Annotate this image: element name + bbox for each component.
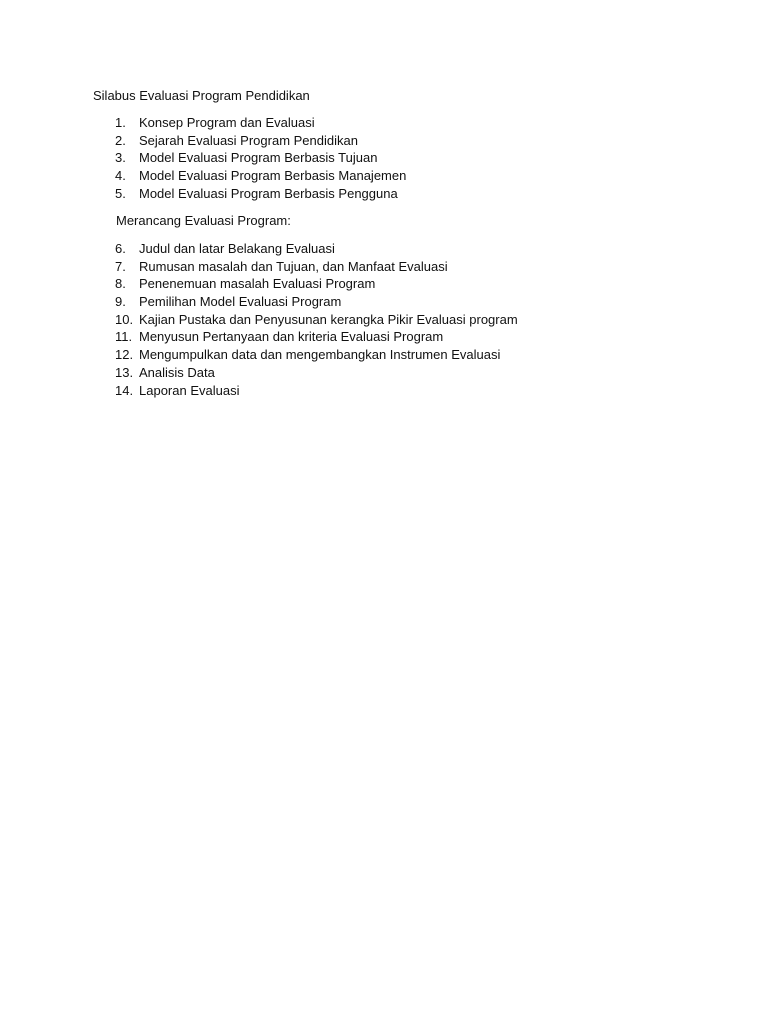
list-item-number: 11. <box>115 329 133 345</box>
list-item-text: Model Evaluasi Program Berbasis Tujuan <box>139 150 378 166</box>
list-item-number: 1. <box>115 115 126 130</box>
document-title: Silabus Evaluasi Program Pendidikan <box>93 88 310 103</box>
list-item-text: Pemilihan Model Evaluasi Program <box>139 294 342 310</box>
list-item-text: Konsep Program dan Evaluasi <box>139 115 315 130</box>
list-item-number: 4. <box>115 168 126 184</box>
list-item-number: 7. <box>115 258 126 274</box>
section-heading: Merancang Evaluasi Program: <box>116 213 291 228</box>
list-item-number: 6. <box>115 241 126 256</box>
list-item-number: 3. <box>115 150 126 166</box>
list-item-text: Menyusun Pertanyaan dan kriteria Evaluasi Program <box>139 329 444 345</box>
list-item-text: Judul dan latar Belakang Evaluasi <box>139 241 335 256</box>
list-item-number: 13. <box>115 364 134 380</box>
list-item-text: Penenemuan masalah Evaluasi Program <box>139 276 376 292</box>
list-item-number: 2. <box>115 132 126 148</box>
list-item-text: Analisis Data <box>139 364 215 380</box>
list-item-text: Laporan Evaluasi <box>139 382 240 398</box>
list-item-text: Kajian Pustaka dan Penyusunan kerangka Pikir Evaluasi program <box>139 311 518 327</box>
list-item-number: 10. <box>115 311 134 327</box>
list-item-number: 14. <box>115 382 134 398</box>
list-item-number: 5. <box>115 185 126 201</box>
list-item-number: 12. <box>115 347 134 363</box>
list-item-text: Sejarah Evaluasi Program Pendidikan <box>139 132 358 148</box>
list-item-number: 8. <box>115 276 126 292</box>
list-item-text: Mengumpulkan data dan mengembangkan Instrumen Evaluasi <box>139 347 501 363</box>
list-item-text: Model Evaluasi Program Berbasis Pengguna <box>139 185 398 201</box>
list-item-text: Model Evaluasi Program Berbasis Manajemen <box>139 168 407 184</box>
list-item-number: 9. <box>115 294 126 310</box>
list-item-text: Rumusan masalah dan Tujuan, dan Manfaat Evaluasi <box>139 258 448 274</box>
